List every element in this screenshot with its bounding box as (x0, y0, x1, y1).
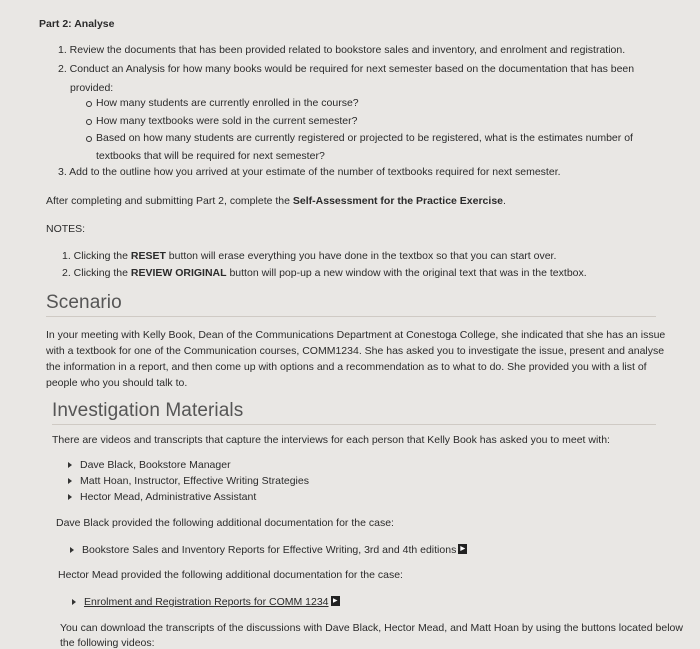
pdf-icon[interactable] (331, 596, 340, 606)
download-line-2: the following videos: (60, 637, 155, 649)
scenario-line-2: with a textbook for one of the Communication courses, COMM1234. She has asked you to investigate the issue, present and analyse (46, 345, 665, 357)
dave-doc-item[interactable] (82, 544, 467, 556)
scenario-line-3: the information in a report, and then come up with options and a recommendation as to what to do. She provided you with a list of (46, 361, 647, 373)
note-1-suffix: button will erase everything you have done in the textbox so that you can start over. (165, 250, 557, 262)
after-prefix: After completing and submitting Part 2, complete the (46, 195, 293, 207)
step-2-line-1: 2. Conduct an Analysis for how many books would be required for next semester based on the documentation that has been (58, 63, 635, 75)
sub-question-2: How many textbooks were sold in the current semester? (96, 115, 358, 127)
after-completing-note (46, 195, 506, 207)
circle-bullet-icon (86, 101, 92, 107)
notes-title: NOTES: (46, 223, 86, 235)
circle-bullet-icon (86, 136, 92, 142)
self-assessment-label: Self-Assessment for the Practice Exercise (292, 195, 503, 207)
scenario-divider (46, 316, 656, 317)
hector-doc-item[interactable] (84, 596, 340, 608)
scenario-line-4: people who you should talk to. (46, 377, 188, 389)
dave-docs-intro: Dave Black provided the following additional documentation for the case: (56, 517, 394, 529)
person-matt-hoan: Matt Hoan, Instructor, Effective Writing Strategies (80, 475, 309, 487)
step-2-line-2: provided: (70, 82, 114, 94)
enrolment-reports-link[interactable]: Enrolment and Registration Reports for COMM 1234 (84, 596, 329, 608)
investigation-intro: There are videos and transcripts that capture the interviews for each person that Kelly Book has asked you to meet with: (52, 434, 610, 446)
note-1-prefix: 1. Clicking the (62, 250, 131, 262)
sub-question-3-line-2: textbooks that will be required for next semester? (96, 150, 325, 162)
triangle-bullet-icon (72, 599, 76, 605)
triangle-bullet-icon (68, 462, 72, 468)
scenario-heading: Scenario (46, 292, 122, 313)
sub-question-1: How many students are currently enrolled in the course? (96, 97, 359, 109)
triangle-bullet-icon (68, 494, 72, 500)
note-2-prefix: 2. Clicking the (62, 267, 131, 279)
person-hector-mead: Hector Mead, Administrative Assistant (80, 491, 257, 503)
step-3: 3. Add to the outline how you arrived at your estimate of the number of textbooks required for next semester. (58, 166, 561, 178)
note-2 (62, 267, 587, 279)
reset-label: RESET (130, 250, 166, 262)
note-1 (62, 250, 556, 262)
review-original-label: REVIEW ORIGINAL (130, 267, 227, 279)
sub-question-3-line-1: Based on how many students are currently registered or projected to be registered, what is the estimates number of (96, 132, 633, 144)
pdf-icon[interactable] (458, 544, 467, 554)
bookstore-reports-link[interactable]: Bookstore Sales and Inventory Reports for Effective Writing, 3rd and 4th editions (82, 544, 457, 556)
hector-docs-intro: Hector Mead provided the following additional documentation for the case: (58, 569, 403, 581)
scenario-line-1: In your meeting with Kelly Book, Dean of the Communications Department at Conestoga College, she indicated that she has an issue (46, 329, 666, 341)
download-line-1: You can download the transcripts of the discussions with Dave Black, Hector Mead, and Matt Hoan by using the buttons located below (60, 622, 683, 634)
investigation-divider (52, 424, 656, 425)
part-title: Part 2: Analyse (39, 18, 115, 30)
step-1: 1. Review the documents that has been provided related to bookstore sales and inventory, and enrolment and registration. (58, 44, 626, 56)
triangle-bullet-icon (68, 478, 72, 484)
after-suffix: . (503, 195, 506, 207)
note-2-suffix: button will pop-up a new window with the original text that was in the textbox. (226, 267, 587, 279)
person-dave-black: Dave Black, Bookstore Manager (80, 459, 231, 471)
circle-bullet-icon (86, 119, 92, 125)
investigation-heading: Investigation Materials (52, 400, 244, 421)
triangle-bullet-icon (70, 547, 74, 553)
